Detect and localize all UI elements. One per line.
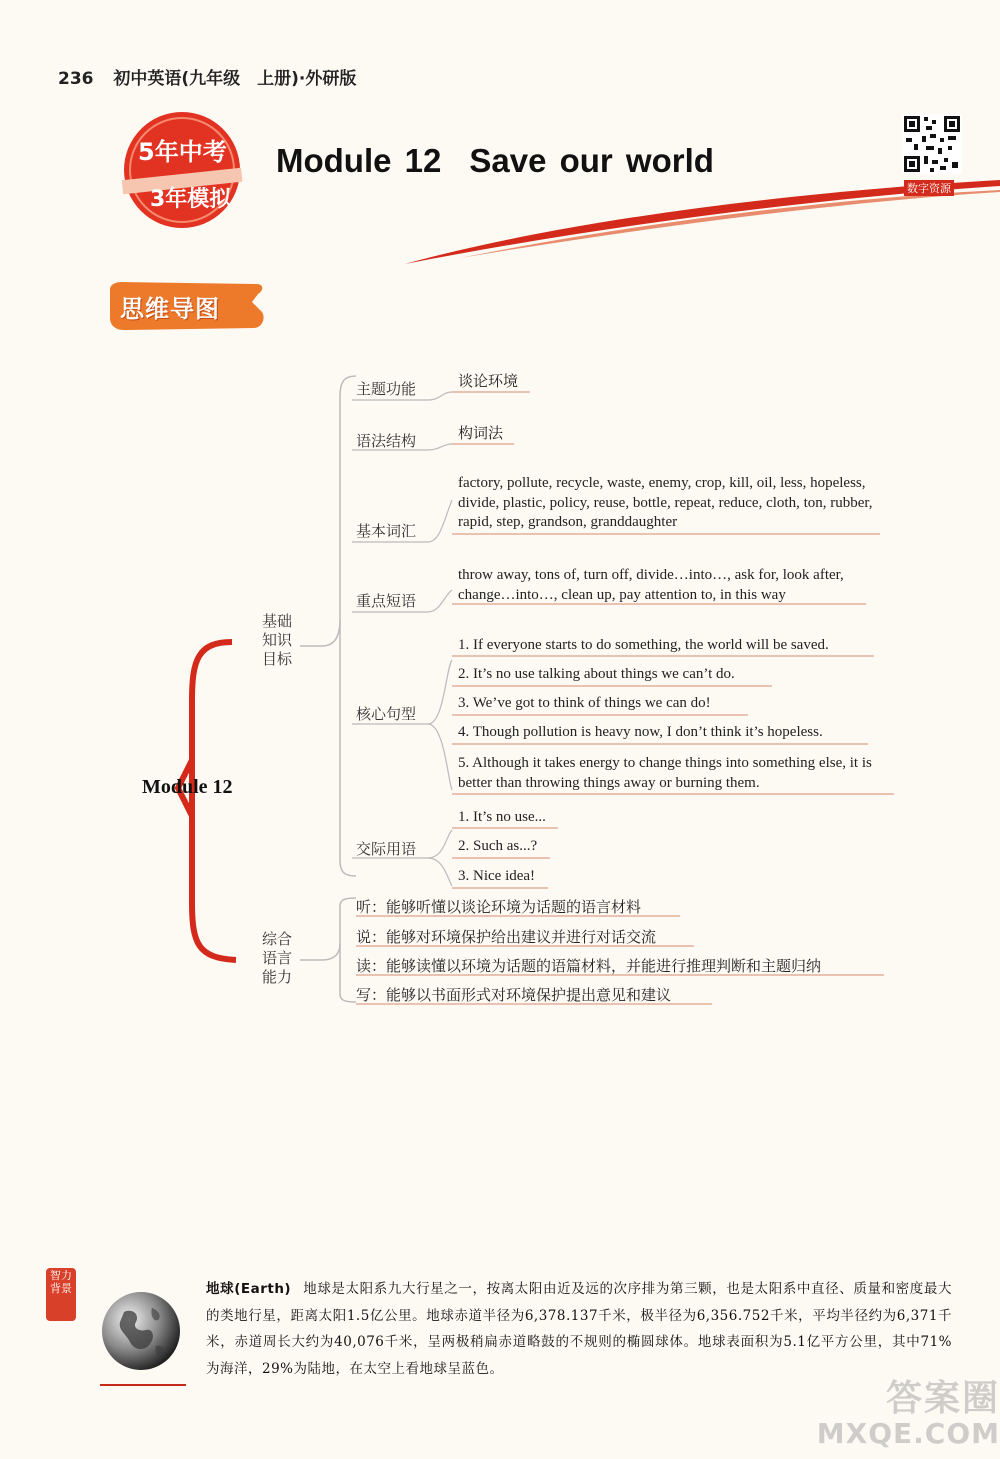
sentence-item: 5. Although it takes energy to change things into something else, it is better than throwing things away or burning them. xyxy=(458,755,872,791)
earth-description: 地球是太阳系九大行星之一，按离太阳由近及远的次序排为第三颗，也是太阳系中直径、质量和密度最大的类地行星，距离太阳1.5亿公里。地球赤道半径为6,378.137千米，极半径为6,356.752千米，平均半径约为6,371千米，赤道周长大约为40,076千米，呈两极稍扁赤道略鼓的不规则的椭圆球体。地球表面积为5.1亿平方公里，其中71%为海洋，29%为陆地，在太空上看地球呈蓝色。 xyxy=(206,1281,952,1377)
skill-speaking: 说：能够对环境保护给出建议并进行对话交流 xyxy=(356,928,657,946)
skill-listening: 听：能够听懂以谈论环境为话题的语言材料 xyxy=(356,898,642,916)
sentence-item: 1. If everyone starts to do something, the world will be saved. xyxy=(458,637,829,653)
book-title: 初中英语(九年级 上册)·外研版 xyxy=(113,69,357,89)
category-phrases: 重点短语 xyxy=(356,592,417,610)
running-header xyxy=(58,64,356,89)
branch-basic-knowledge xyxy=(260,612,294,669)
module-number: Module 12 xyxy=(276,142,442,179)
sentence-item: 3. We’ve got to think of things we can do! xyxy=(458,695,711,711)
logo-line2: 3年模拟 xyxy=(150,187,232,212)
category-topic: 主题功能 xyxy=(356,380,417,398)
phrases-value: throw away, tons of, turn off, divide…into…, ask for, look after, change…into…, clean up, pay attention to, in this way xyxy=(458,567,844,603)
sentence-item: 2. It’s no use talking about things we can’t do. xyxy=(458,666,735,682)
category-grammar: 语法结构 xyxy=(356,432,417,450)
earth-paragraph xyxy=(206,1276,952,1382)
watermark-line1: 答案圈 xyxy=(885,1378,1000,1419)
sentence-item: 4. Though pollution is heavy now, I don’t think it’s hopeless. xyxy=(458,724,823,740)
logo-line1: 5年中考 xyxy=(138,138,227,166)
communication-item: 1. It’s no use... xyxy=(458,809,546,825)
grammar-value: 构词法 xyxy=(458,424,504,442)
module-subtitle: Save our world xyxy=(469,142,714,179)
branch-basic-line: 目标 xyxy=(261,650,292,668)
digital-resource-label: 数字资源 xyxy=(904,180,954,196)
qr-code[interactable] xyxy=(902,114,962,174)
branch-skills-line: 语言 xyxy=(261,949,292,967)
background-knowledge-tag: 智力背景 xyxy=(46,1268,76,1321)
communication-item: 2. Such as...? xyxy=(458,838,538,854)
branch-language-skills xyxy=(260,930,294,987)
module-title xyxy=(276,142,714,180)
branch-basic-line: 基础 xyxy=(261,612,292,630)
mindmap-root: Module 12 xyxy=(142,776,233,798)
page-number: 236 xyxy=(58,69,94,89)
skill-writing: 写：能够以书面形式对环境保护提出意见和建议 xyxy=(356,986,672,1004)
skill-reading: 读：能够读懂以环境为话题的语篇材料，并能进行推理判断和主题归纳 xyxy=(356,957,822,975)
vocab-value: factory, pollute, recycle, waste, enemy, crop, kill, oil, less, hopeless, divide, plastic, policy, reuse, bottle, repeat, reduce, cloth, ton, rubber, rapid, step, grandson, granddaughter xyxy=(458,475,873,530)
brand-logo xyxy=(116,108,248,232)
site-watermark xyxy=(800,1370,1000,1450)
globe-icon xyxy=(100,1290,182,1372)
category-sentences: 核心句型 xyxy=(356,705,417,723)
branch-skills-line: 能力 xyxy=(261,968,292,986)
branch-basic-line: 知识 xyxy=(261,631,292,649)
communication-item: 3. Nice idea! xyxy=(458,868,536,884)
earth-term: 地球(Earth) xyxy=(206,1281,292,1297)
category-vocab: 基本词汇 xyxy=(356,522,417,540)
watermark-line2: MXQE.COM xyxy=(816,1417,1000,1450)
topic-value: 谈论环境 xyxy=(458,372,519,390)
globe-underline xyxy=(100,1384,186,1386)
section-tag-label: 思维导图 xyxy=(120,295,220,323)
category-communication: 交际用语 xyxy=(356,840,417,858)
branch-skills-line: 综合 xyxy=(261,930,292,948)
